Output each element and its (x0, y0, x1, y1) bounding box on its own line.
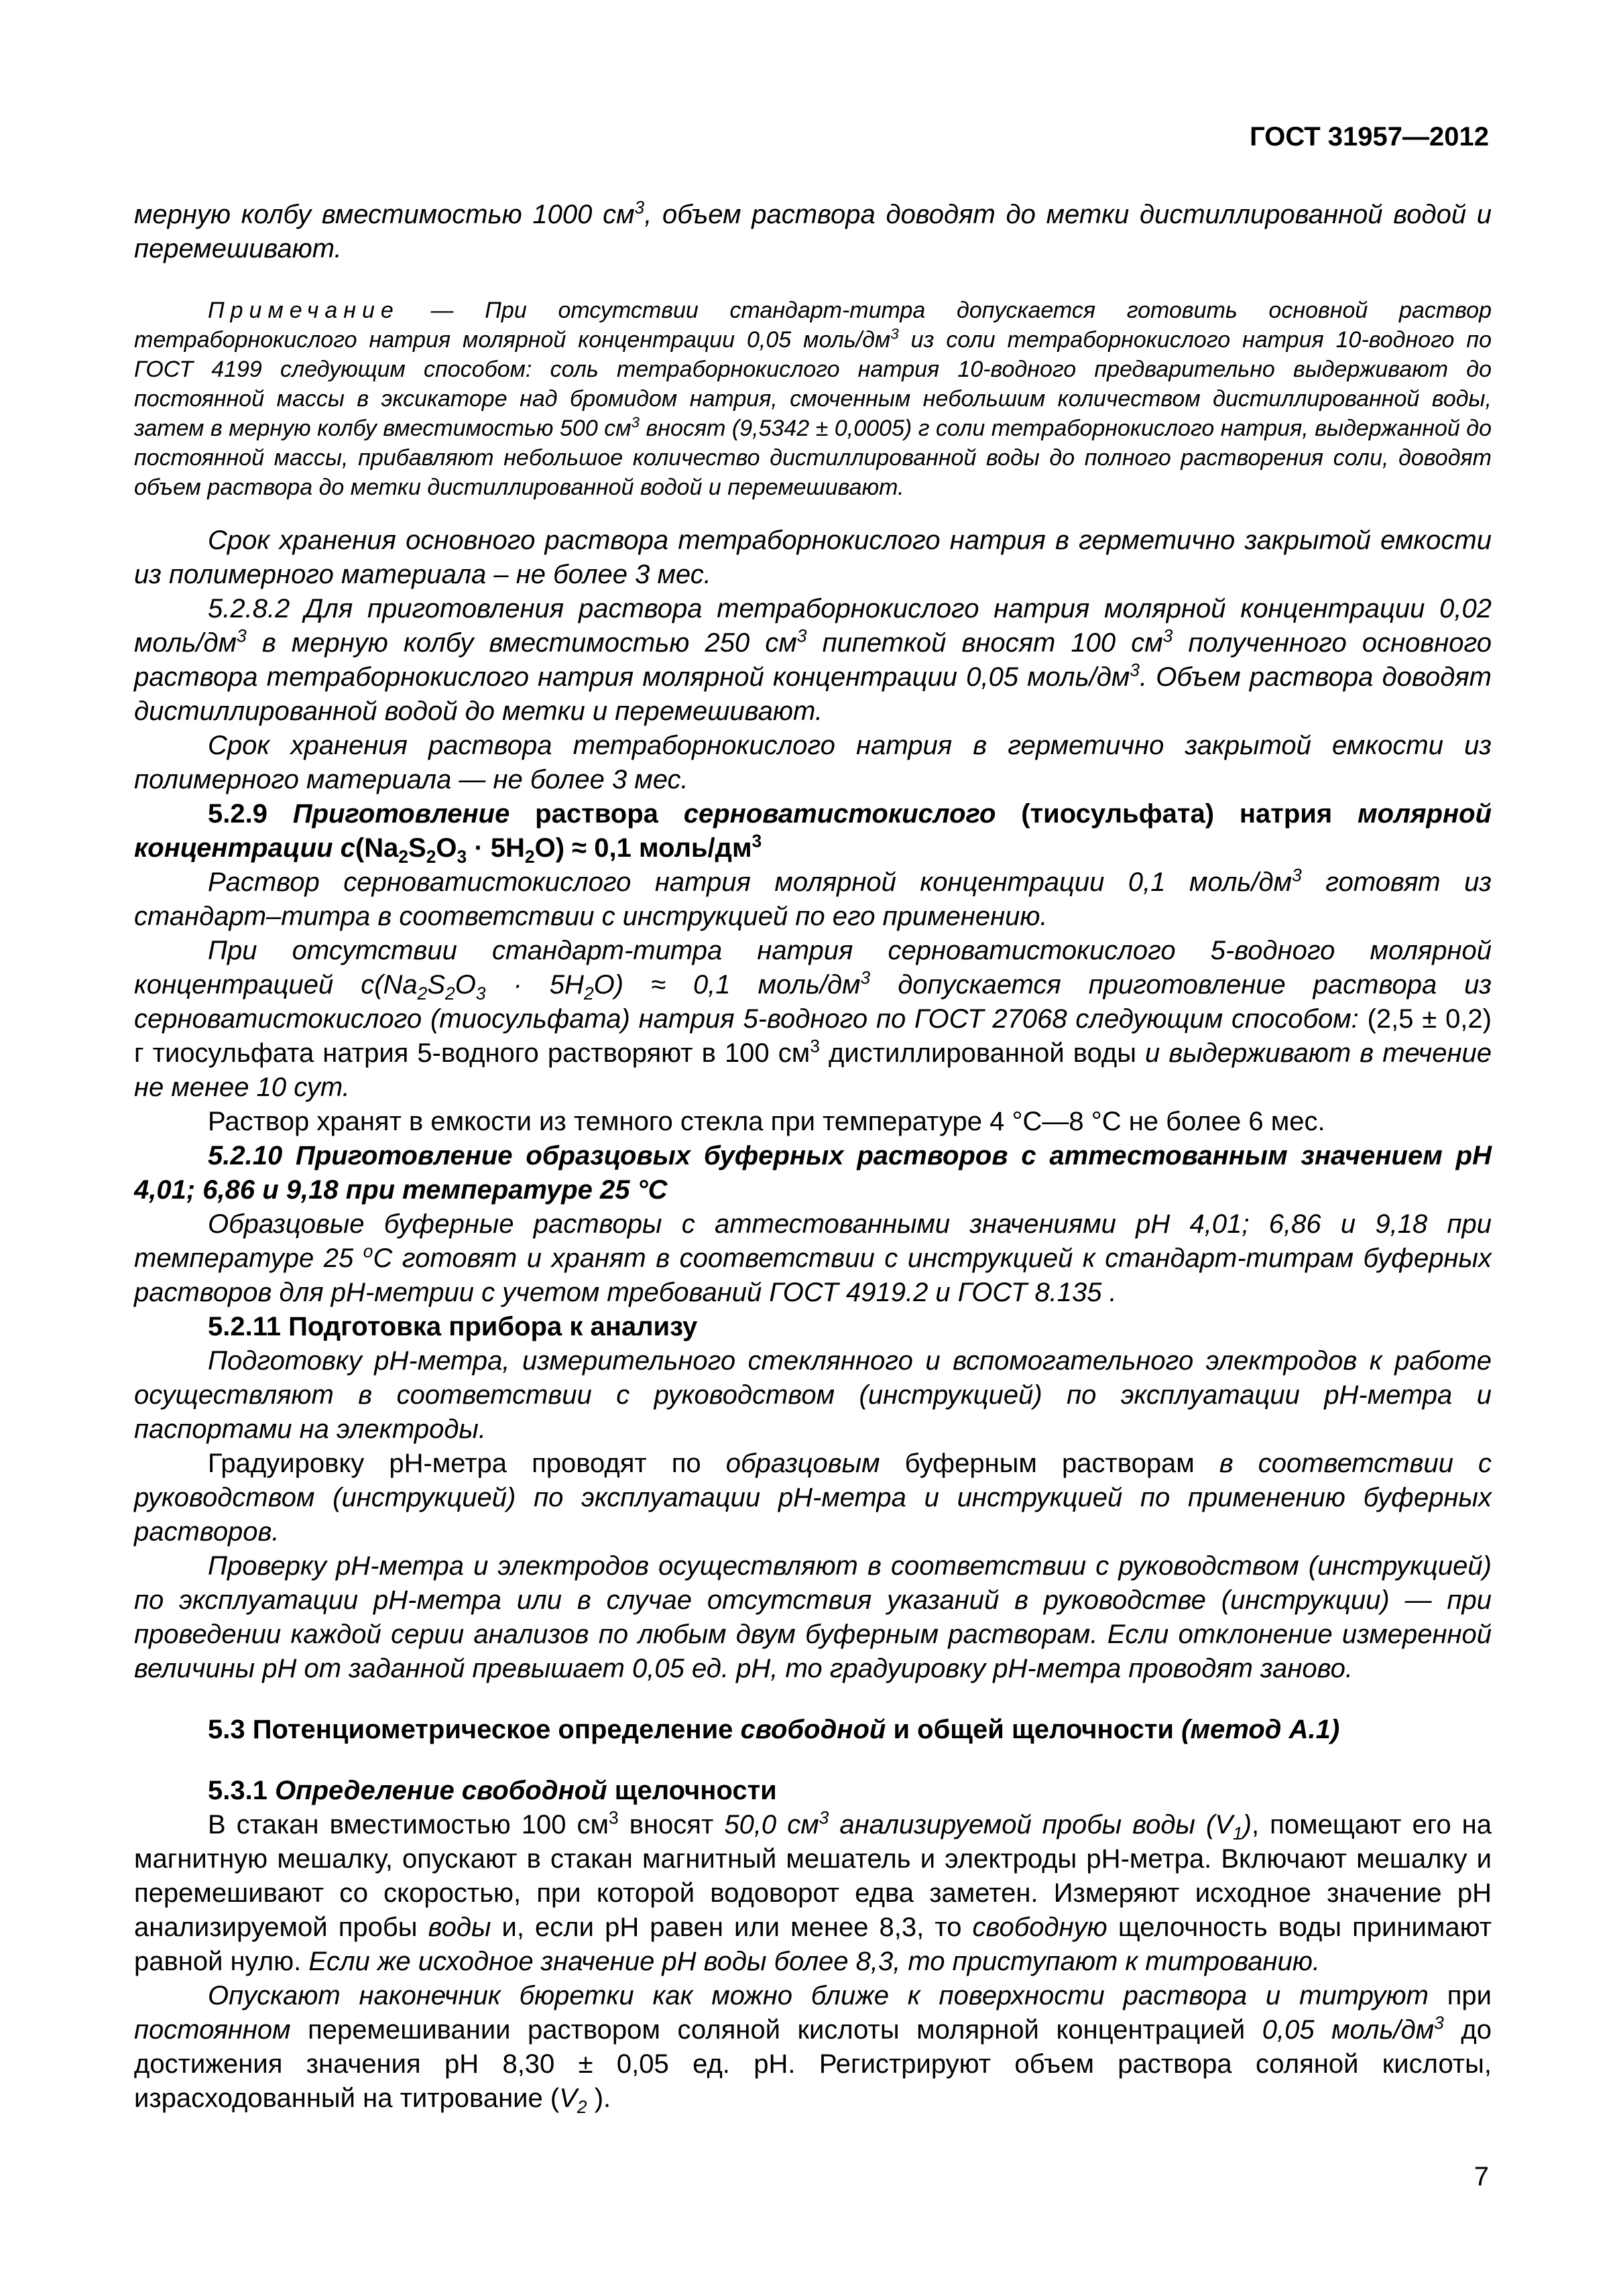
note-label: Примечание (208, 298, 400, 323)
heading-5-2-10: 5.2.10 Приготовление образцовых буферных растворов с аттестованным значением рН 4,01; 6,86 и 9,18 при температуре 25 °С (134, 1141, 1492, 1205)
heading-5-3-1: 5.3.1 Определение свободной щелочности (208, 1776, 777, 1805)
paragraph-5-2-11-a: Подготовку рН-метра, измерительного стеклянного и вспомогательного электродов к работе осуществляют в соответствии с руководством (инструкцией) по эксплуатации рН-метра и паспортами на электроды. (134, 1346, 1492, 1444)
paragraph-5-3-1-a: В стакан вместимостью 100 $см^3$ вносят 50,0 $см^3$ анализируемой пробы воды $(V_1)$, помещают его на магнитную мешалку, опускают в стакан магнитный мешатель и электроды рН-метра. Включают мешалку и перемешивают со скоростью, при которой водоворот едва заметен. Измеряют исходное значение рН анализируемой пробы воды и, если рН равен или менее 8,3, то свободную щелочность воды принимают равной нулю. Если же исходное значение рН воды более 8,3, то приступают к титрованию. (134, 1807, 1492, 1976)
heading-5-2-11: 5.2.11 Подготовка прибора к анализу (208, 1312, 698, 1341)
page-number: 7 (1474, 2162, 1489, 2191)
note-paragraph: Примечание — При отсутствии стандарт-титра допускается готовить основной раствор тетраборнокислого натрия молярной концентрации 0,05 моль/$дм^3$ из соли тетраборнокислого натрия 10-водного по ГОСТ 4199 следующим способом: соль тетраборнокислого натрия 10-водного предварительно выдерживают до постоянной массы в эксикаторе над бромидом натрия, смоченным небольшим количеством дистиллированной воды, затем в мерную колбу вместимостью 500 $см^3$ вносят (9,5342 ± 0,0005) г соли тетраборнокислого натрия, выдержанной до постоянной массы, прибавляют небольшое количество дистиллированной воды до полного растворения соли, доводят объем раствора до метки дистиллированной водой и перемешивают. (134, 298, 1492, 500)
paragraph-5-2-9-b: При отсутствии стандарт-титра натрия серноватистокислого 5-водного молярной концентрацией $с(Na_2S_2O_3 \cdot 5H_2O) \approx 0,1$ моль/$дм^3$ допускается приготовление раствора из серноватистокислого (тиосульфата) натрия 5-водного по ГОСТ 27068 следующим способом: (2,5 ± 0,2) г тиосульфата натрия 5-водного растворяют в 100 $см^3$ дистиллированной воды и выдерживают в течение не менее 10 сут. (134, 936, 1492, 1102)
paragraph-5-3-1-b: Опускают наконечник бюретки как можно ближе к поверхности раствора и титруют при постоянном перемешивании раствором соляной кислоты молярной концентрацией 0,05 моль/$дм^3$ до достижения значения рН 8,30 ± 0,05 ед. рН. Регистрируют объем раствора соляной кислоты, израсходованный на титрование ($V_2$ ). (134, 1981, 1492, 2117)
clause-number: 5.2.8.2 (208, 594, 290, 623)
paragraph-5-2-11-c: Проверку рН-метра и электродов осуществляют в соответствии с руководством (инструкцией) по эксплуатации рН-метра или в случае отсутствия указаний в руководстве (инструкции) — при проведении каждой серии анализов по любым двум буферным растворам. Если отклонение измеренной величины рН от заданной превышает 0,05 ед. рН, то градуировку рН-метра проводят заново. (134, 1551, 1492, 1683)
storage-paragraph-1: Срок хранения основного раствора тетраборнокислого натрия в герметично закрытой емкости из полимерного материала – не более 3 мес. (134, 526, 1492, 589)
paragraph-5-2-8-2: 5.2.8.2 Для приготовления раствора тетраборнокислого натрия молярной концентрации 0,02 моль/$дм^3$ в мерную колбу вместимостью 250 $см^3$ пипеткой вносят 100 $см^3$ полученного основного раствора тетраборнокислого натрия молярной концентрации 0,05 моль/$дм^3$. Объем раствора доводят дистиллированной водой до метки и перемешивают. (134, 594, 1492, 726)
paragraph-5-2-10: Образцовые буферные растворы с аттестованными значениями рН 4,01; 6,86 и 9,18 при температуре 25 $^о$С готовят и хранят в соответствии с инструкцией к стандарт-титрам буферных растворов для рН-метрии с учетом требований ГОСТ 4919.2 и ГОСТ 8.135 . (134, 1209, 1492, 1307)
heading-5-3: 5.3 Потенциометрическое определение свободной и общей щелочности (метод А.1) (208, 1715, 1340, 1744)
paragraph-5-2-9-c: Раствор хранят в емкости из темного стекла при температуре 4 °С—8 °С не более 6 мес. (208, 1107, 1325, 1136)
document-header: ГОСТ 31957—2012 (1250, 122, 1489, 152)
storage-paragraph-2: Срок хранения раствора тетраборнокислого натрия в герметично закрытой емкости из полимерного материала — не более 3 мес. (134, 731, 1492, 794)
heading-5-2-9: 5.2.9 Приготовление раствора серноватистокислого (тиосульфата) натрия молярной концентрации $с(Na_2S_2O_3 \cdot 5H_2O) \approx 0,1$ моль/$дм^3$ (134, 799, 1492, 867)
intro-paragraph: мерную колбу вместимостью 1000 $см^3$, объем раствора доводят до метки дистиллированной водой и перемешивают. (134, 197, 1492, 263)
paragraph-5-2-11-b: Градуировку рН-метра проводят по образцовым буферным растворам в соответствии с руководством (инструкцией) по эксплуатации рН-метра и инструкцией по применению буферных растворов. (134, 1449, 1492, 1547)
paragraph-5-2-9-a: Раствор серноватистокислого натрия молярной концентрации 0,1 моль/$дм^3$ готовят из стандарт–титра в соответствии с инструкцией по его применению. (134, 865, 1492, 931)
document-body (134, 198, 1492, 2116)
